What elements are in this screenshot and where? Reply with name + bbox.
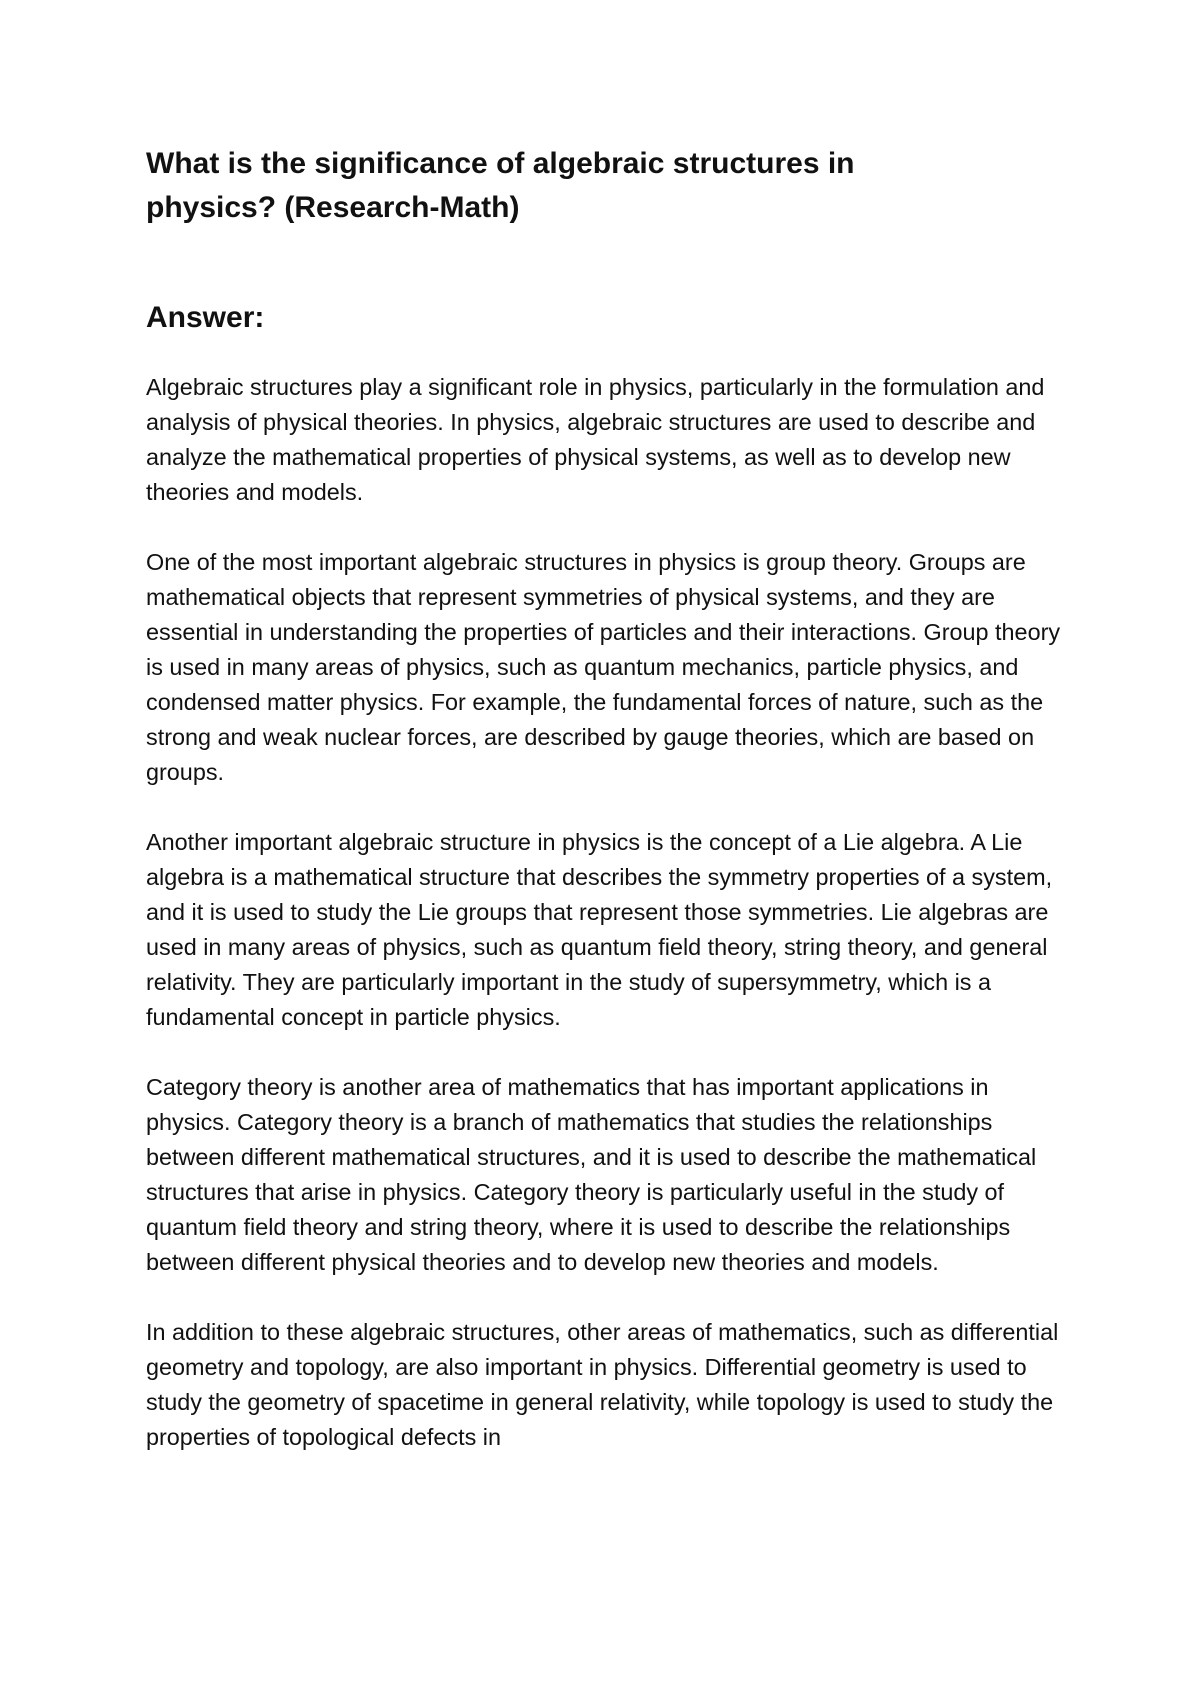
paragraph-category-theory: Category theory is another area of mathematics that has important applications in physics. Category theory is a branch of mathematics that studies the relationships between different mathematical structures, and it is used to describe the mathematical structures that arise in physics. Category theory is particularly useful in the study of quantum field theory and string theory, where it is used to describe the relationships between different physical theories and to develop new theories and models. bbox=[146, 1074, 1037, 1275]
answer-body bbox=[146, 370, 1066, 1455]
document-content bbox=[146, 142, 1066, 1490]
paragraph-intro: Algebraic structures play a significant role in physics, particularly in the formulation and analysis of physical theories. In physics, algebraic structures are used to describe and analyze the mathematical properties of physical systems, as well as to develop new theories and models. bbox=[146, 374, 1045, 505]
answer-heading: Answer: bbox=[146, 301, 265, 334]
document-title: What is the significance of algebraic structures in physics? (Research-Math) bbox=[146, 147, 855, 224]
paragraph-lie-algebra: Another important algebraic structure in physics is the concept of a Lie algebra. A Lie algebra is a mathematical structure that describes the symmetry properties of a system, and it is used to study the Lie groups that represent those symmetries. Lie algebras are used in many areas of physics, such as quantum field theory, string theory, and general relativity. They are particularly important in the study of supersymmetry, which is a fundamental concept in particle physics. bbox=[146, 829, 1053, 1030]
paragraph-group-theory: One of the most important algebraic structures in physics is group theory. Groups are mathematical objects that represent symmetries of physical systems, and they are essential in understanding the properties of particles and their interactions. Group theory is used in many areas of physics, such as quantum mechanics, particle physics, and condensed matter physics. For example, the fundamental forces of nature, such as the strong and weak nuclear forces, are described by gauge theories, which are based on groups. bbox=[146, 549, 1061, 785]
paragraph-other-areas: In addition to these algebraic structures, other areas of mathematics, such as differential geometry and topology, are also important in physics. Differential geometry is used to study the geometry of spacetime in general relativity, while topology is used to study the properties of topological defects in bbox=[146, 1319, 1059, 1450]
